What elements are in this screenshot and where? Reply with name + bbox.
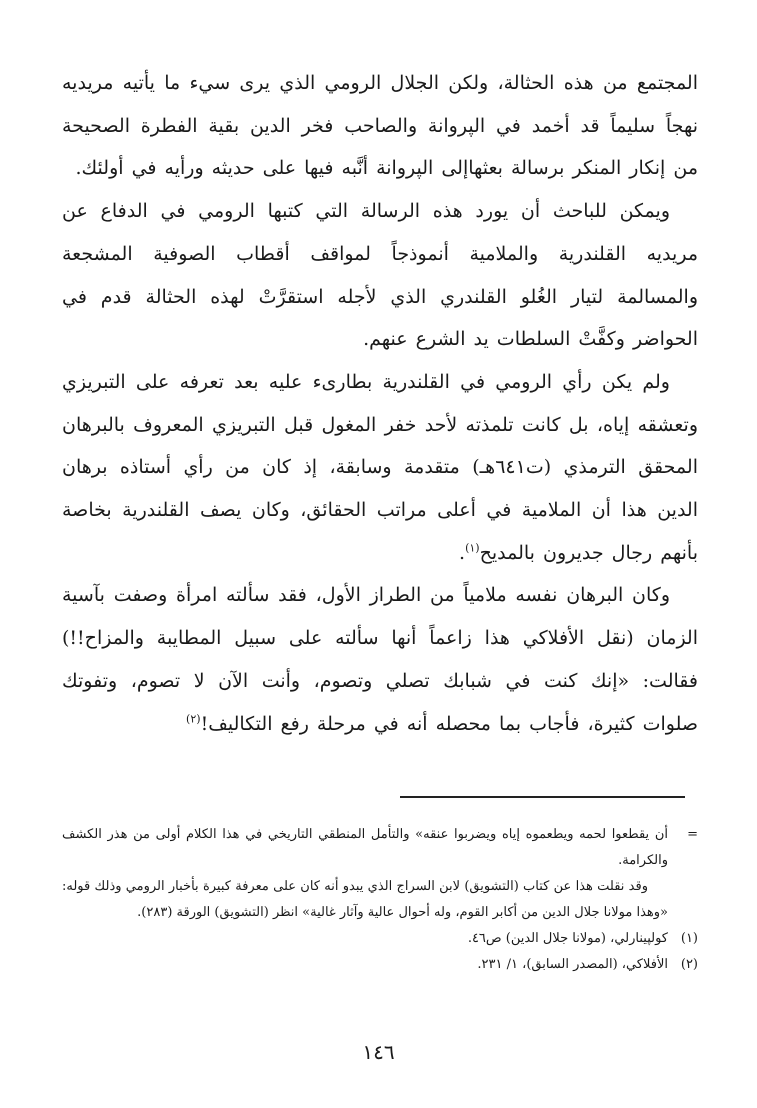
footnote-1-text: كولپينارلي، (مولانا جلال الدين) ص٤٦.	[467, 931, 668, 946]
page-number: ١٤٦	[362, 1040, 395, 1064]
footnote-continuation	[62, 822, 698, 926]
footnote-ref-1[interactable]: (١)	[465, 541, 480, 555]
footnote-2-text: الأفلاكي، (المصدر السابق)، ١/ ٢٣١.	[477, 957, 668, 972]
continuation-paragraph: وقد نقلت هذا عن كتاب (التشويق) لابن السراج الذي يبدو أنه كان على معرفة كبيرة بأخبار الرومي وذلك قوله: «وهذا مولانا جلال الدين من أكابر القوم، وله أحوال عالية وآثار غالية» انظر (التشويق) الورقة (٢٨٣).	[62, 879, 668, 920]
footnote-2	[62, 952, 698, 978]
footnote-1	[62, 926, 698, 952]
main-text	[62, 62, 698, 745]
paragraph-2: ويمكن للباحث أن يورد هذه الرسالة التي كتبها الرومي في الدفاع عن مريديه القلندرية والملامية أنموذجاً لمواقف أقطاب الصوفية المشجعة والمسالمة لتيار الغُلو القلندري الذي لأجله استقرَّتْ لهذه الحثالة قدم في الحواضر وكفَّتْ السلطات يد الشرع عنهم.	[62, 200, 698, 351]
continuation-mark: =	[687, 827, 698, 842]
paragraph-3-end: .	[459, 541, 466, 564]
paragraph-3	[62, 361, 698, 575]
footnote-ref-2[interactable]: (٢)	[186, 712, 201, 726]
footnotes	[62, 822, 698, 978]
continuation-text: أن يقطعوا لحمه ويطعموه إياه ويضربوا عنقه» والتأمل المنطقي التاريخي في هذا الكلام أولى من هذر الكشف والكرامة.	[62, 827, 668, 868]
paragraph-4-text: وكان البرهان نفسه ملامياً من الطراز الأول، فقد سألته امرأة وصفت بآسية الزمان (نقل الأفلاكي هذا زاعماً أنها سألته على سبيل المطايبة والمزاح!!) فقالت: «إنك كنت في شبابك تصلي وتصوم، وأنت الآن لا تصوم، وتفوتك صلوات كثيرة، فأجاب بما محصله أنه في مرحلة رفع التكاليف!	[62, 584, 698, 735]
footnote-separator	[400, 796, 685, 798]
paragraph-3-text: ولم يكن رأي الرومي في القلندرية بطارىء عليه بعد تعرفه على التبريزي وتعشقه إياه، بل كانت تلمذته لأحد خفر المغول قبل التبريزي المعروف بالبرهان المحقق الترمذي (ت٦٤١هـ) متقدمة وسابقة، إذ كان من رأي أستاذه برهان الدين هذا أن الملامية في أعلى مراتب الحقائق، وكان يصف القلندرية بخاصة بأنهم رجال جديرون بالمديح	[62, 370, 698, 564]
paragraph-4	[62, 574, 698, 745]
footnote-1-number: (١)	[680, 931, 698, 946]
paragraph-1: المجتمع من هذه الحثالة، ولكن الجلال الرومي الذي يرى سيء ما يأتيه مريديه نهجاً سليماً قد أخمد في الپروانة والصاحب فخر الدين بقية الفطرة الصحيحة من إنكار المنكر برسالة بعثهاإلى الپروانة أنَّبه فيها على حديثه ورأيه في أولئك.	[62, 72, 698, 180]
footnote-2-number: (٢)	[680, 957, 698, 972]
